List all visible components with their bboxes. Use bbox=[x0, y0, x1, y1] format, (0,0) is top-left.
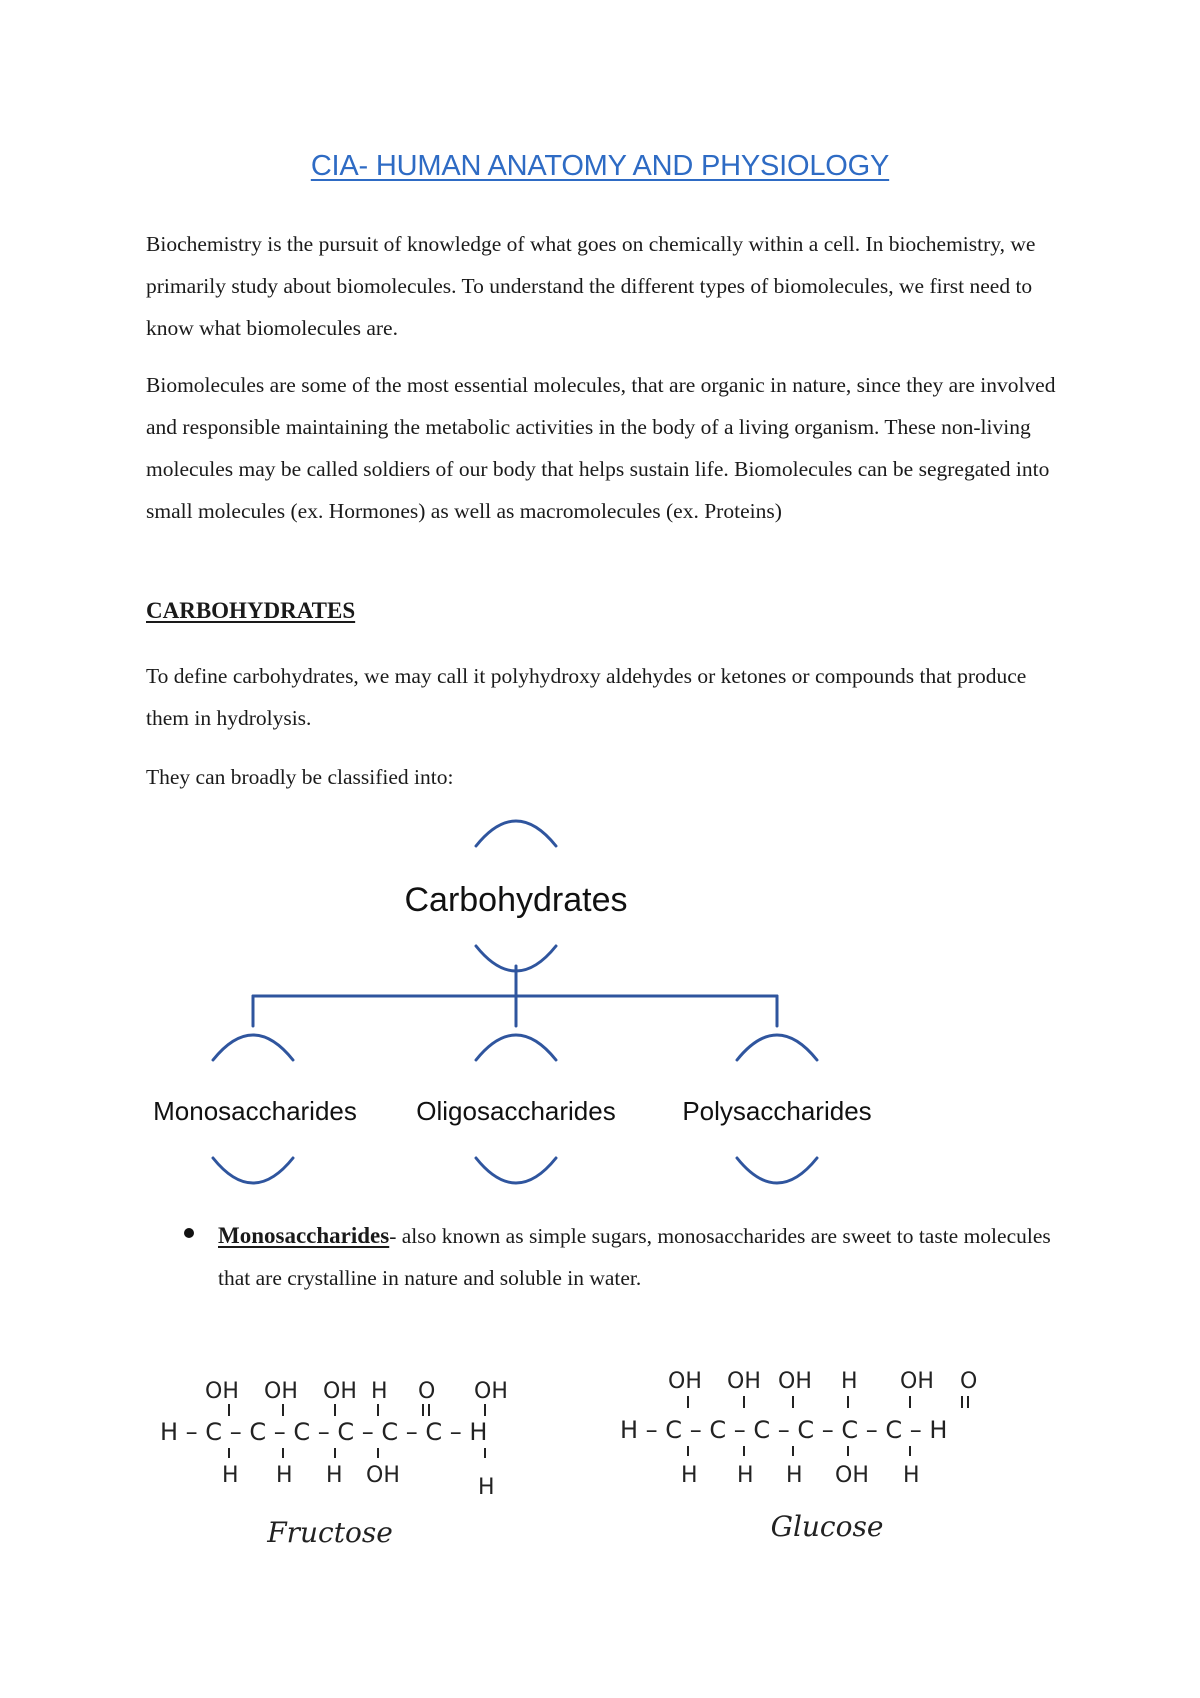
page-title: CIA- HUMAN ANATOMY AND PHYSIOLOGY bbox=[310, 150, 890, 182]
fructose-structure bbox=[160, 1379, 508, 1500]
oligo-top-arc bbox=[476, 1035, 556, 1060]
intro-paragraph: Biochemistry is the pursuit of knowledge of what goes on chemically within a cell. In biochemistry, we primarily study about biomolecules. To understand the different types of biomolecules, we first need to know what biomolecules are. bbox=[146, 232, 1036, 340]
diagram-child-mono: Monosaccharides bbox=[153, 1096, 357, 1126]
poly-top-arc bbox=[737, 1035, 817, 1060]
bullet-text: - also known as simple sugars, monosaccharides are sweet to taste molecules that are crystalline in nature and soluble in water. bbox=[218, 1224, 1051, 1290]
svg-text:H – C – C – C – C – C – C – H: H – C – C – C – C – C – C – H bbox=[160, 1418, 488, 1446]
svg-text:OH: OH bbox=[366, 1463, 400, 1488]
diagram-root-label: Carbohydrates bbox=[404, 881, 628, 919]
svg-text:H: H bbox=[681, 1463, 698, 1488]
carb-definition-paragraph: To define carbohydrates, we may call it polyhydroxy aldehydes or ketones or compounds that produce them in hydrolysis. bbox=[146, 664, 1027, 730]
glucose-structure bbox=[620, 1369, 977, 1488]
svg-text:OH: OH bbox=[727, 1369, 761, 1394]
monosaccharides-bullet bbox=[218, 1215, 1058, 1299]
svg-text:H: H bbox=[371, 1379, 388, 1404]
svg-text:OH: OH bbox=[668, 1369, 702, 1394]
mono-bottom-arc bbox=[213, 1158, 293, 1183]
diagram-child-poly: Polysaccharides bbox=[682, 1096, 872, 1126]
svg-text:H: H bbox=[222, 1463, 239, 1488]
mono-top-arc bbox=[213, 1035, 293, 1060]
svg-text:H: H bbox=[786, 1463, 803, 1488]
svg-text:OH: OH bbox=[900, 1369, 934, 1394]
root-top-arc bbox=[476, 821, 556, 846]
svg-text:H: H bbox=[737, 1463, 754, 1488]
section-heading-carbohydrates: CARBOHYDRATES bbox=[146, 598, 356, 623]
svg-text:OH: OH bbox=[835, 1463, 869, 1488]
bullet-dot bbox=[184, 1228, 194, 1238]
root-bottom-arc bbox=[476, 946, 556, 971]
fructose-label: Fructose bbox=[267, 1516, 393, 1549]
poly-bottom-arc bbox=[737, 1158, 817, 1183]
classified-intro: They can broadly be classified into: bbox=[146, 765, 454, 789]
svg-text:H: H bbox=[326, 1463, 343, 1488]
svg-text:OH: OH bbox=[474, 1379, 508, 1404]
glucose-label: Glucose bbox=[770, 1510, 884, 1543]
svg-text:H – C – C – C – C – C – C – H: H – C – C – C – C – C – C – H bbox=[620, 1416, 948, 1444]
biomolecules-paragraph: Biomolecules are some of the most essential molecules, that are organic in nature, since they are involved and responsible maintaining the metabolic activities in the body of a living organism. These non-living molecules may be called soldiers of our body that helps sustain life. Biomolecules can be segregated into small molecules (ex. Hormones) as well as macromolecules (ex. Proteins) bbox=[146, 373, 1056, 523]
svg-text:OH: OH bbox=[205, 1379, 239, 1404]
svg-text:OH: OH bbox=[778, 1369, 812, 1394]
svg-text:H: H bbox=[478, 1475, 495, 1500]
svg-text:O: O bbox=[418, 1379, 436, 1404]
diagram-child-oligo: Oligosaccharides bbox=[416, 1096, 616, 1126]
oligo-bottom-arc bbox=[476, 1158, 556, 1183]
svg-text:H: H bbox=[841, 1369, 858, 1394]
bullet-term: Monosaccharides bbox=[218, 1223, 390, 1248]
svg-text:OH: OH bbox=[264, 1379, 298, 1404]
svg-text:H: H bbox=[903, 1463, 920, 1488]
svg-text:H: H bbox=[276, 1463, 293, 1488]
svg-text:OH: OH bbox=[323, 1379, 357, 1404]
svg-text:O: O bbox=[960, 1369, 978, 1394]
